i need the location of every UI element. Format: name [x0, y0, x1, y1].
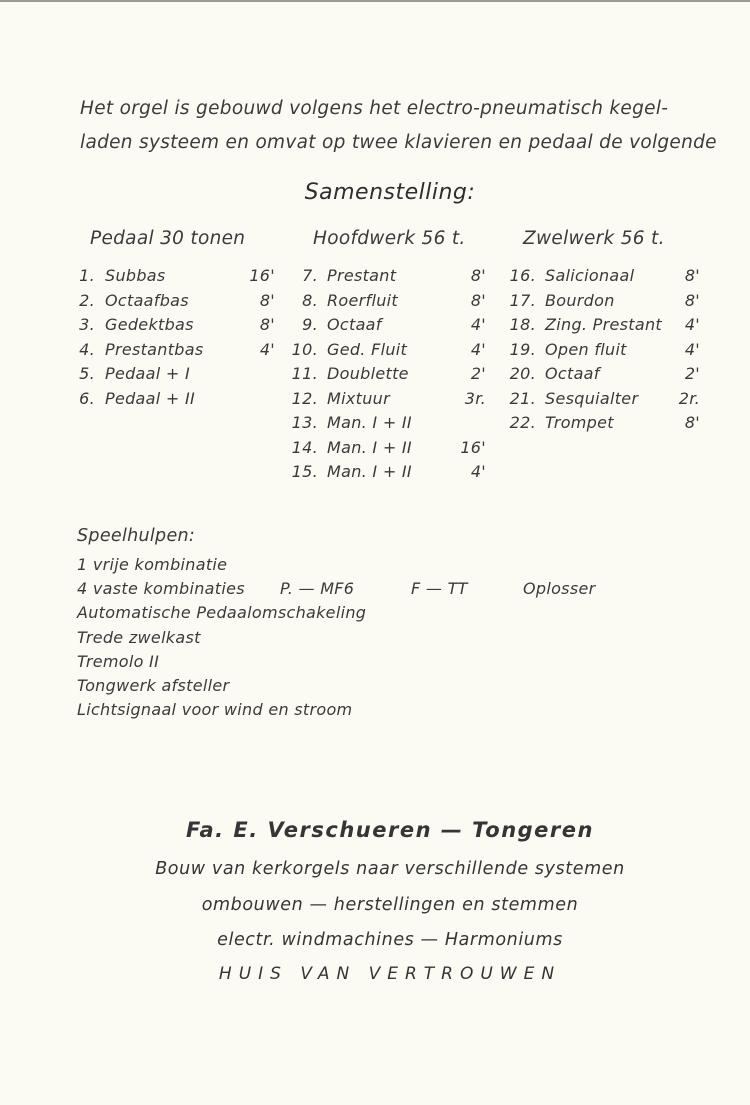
speelhulp-item: Lichtsignaal voor wind en stroom [77, 700, 353, 720]
speelhulpen-section [77, 526, 596, 724]
stop-name: Doublette [327, 364, 409, 383]
firm-tagline-2: ombouwen — herstellingen en stemmen [201, 895, 579, 915]
stop-row [500, 413, 700, 438]
stop-pitch: 3r. [464, 388, 486, 408]
stop-row [280, 315, 486, 340]
stop-row [60, 291, 275, 316]
stop-name: Octaafbas [105, 290, 189, 310]
stop-name: Octaaf [545, 364, 600, 383]
stop-name: Man. I + II [327, 413, 412, 432]
stop-name: Pedaal + II [105, 388, 196, 408]
stop-name: Subbas [105, 266, 166, 285]
stop-number: 20. [509, 364, 536, 383]
stop-list-zwelwerk [500, 266, 700, 438]
stop-row [500, 266, 700, 291]
column-header-hoofdwerk: Hoofdwerk 56 t. [313, 228, 466, 249]
stop-name: Mixtuur [327, 388, 390, 408]
stop-pitch: 4' [684, 315, 700, 334]
speelhulp-item: Tremolo II [77, 651, 160, 671]
stop-row [500, 315, 700, 340]
speelhulp-item: 4 vaste kombinaties [77, 579, 245, 599]
stop-number: 3. [79, 315, 95, 334]
stop-row [500, 389, 700, 414]
stop-pitch: 8' [684, 290, 700, 310]
stop-number: 8. [302, 290, 318, 310]
stop-number: 11. [291, 364, 318, 383]
stop-number: 21. [509, 388, 536, 408]
stop-name: Ged. Fluit [327, 339, 408, 359]
combo-f-tt: F — TT [411, 579, 468, 599]
stop-pitch: 8' [259, 290, 275, 310]
stop-name: Octaaf [327, 315, 382, 334]
stop-row [500, 340, 700, 365]
stop-row [60, 340, 275, 365]
stop-pitch: 2' [684, 364, 700, 383]
stop-pitch: 4' [684, 339, 700, 359]
oplosser-label: Oplosser [523, 579, 596, 599]
stop-row [280, 291, 486, 316]
intro-paragraph [80, 92, 720, 160]
stop-number: 13. [291, 413, 318, 432]
combo-p-mf: P. — MF6 [280, 579, 355, 599]
stop-row [280, 340, 486, 365]
intro-line-1: Het orgel is gebouwd volgens het electro-pneumatisch kegel- [80, 98, 669, 119]
stop-number: 18. [509, 315, 536, 334]
stop-name: Prestant [327, 266, 397, 285]
intro-line-2: laden systeem en omvat op twee klavieren en pedaal de volgende [80, 132, 717, 153]
stop-pitch: 8' [470, 266, 486, 285]
stop-number: 9. [302, 315, 318, 334]
column-header-pedaal: Pedaal 30 tonen [90, 228, 246, 249]
firm-motto: HUIS VAN VERTROUWEN [218, 964, 562, 984]
stop-number: 1. [79, 266, 95, 285]
stop-row [280, 438, 486, 463]
stop-number: 7. [302, 266, 318, 285]
stop-name: Salicionaal [545, 266, 635, 285]
stop-row [280, 413, 486, 438]
stop-name: Gedektbas [105, 315, 194, 334]
stop-row [60, 315, 275, 340]
stop-name: Pedaal + I [105, 364, 190, 383]
stop-name: Roerfluit [327, 290, 398, 310]
stop-name: Sesquialter [545, 388, 639, 408]
stop-name: Man. I + II [327, 462, 412, 481]
speelhulp-item: Automatische Pedaalomschakeling [77, 603, 367, 623]
stop-pitch: 16' [460, 437, 486, 457]
speelhulp-item: Tongwerk afsteller [77, 675, 230, 695]
stop-number: 17. [509, 290, 536, 310]
stop-name: Zing. Prestant [545, 315, 662, 334]
speelhulp-item: Trede zwelkast [77, 627, 201, 647]
stop-pitch: 4' [470, 339, 486, 359]
stop-number: 2. [79, 290, 95, 310]
stop-row [280, 266, 486, 291]
stop-name: Trompet [545, 413, 614, 432]
stop-number: 6. [79, 388, 95, 408]
stop-pitch: 2r. [678, 388, 700, 408]
stop-number: 4. [79, 339, 95, 359]
stop-pitch: 8' [259, 315, 275, 334]
stop-number: 19. [509, 339, 536, 359]
stop-pitch: 2' [470, 364, 486, 383]
stop-pitch: 4' [259, 339, 275, 359]
stop-number: 12. [291, 388, 318, 408]
stop-number: 16. [509, 266, 536, 285]
stop-row [60, 266, 275, 291]
stop-number: 5. [79, 364, 95, 383]
stop-number: 10. [291, 339, 318, 359]
firm-name: Fa. E. Verschueren — Tongeren [186, 818, 594, 842]
firm-tagline-3: electr. windmachines — Harmoniums [217, 930, 563, 950]
stop-number: 14. [291, 437, 318, 457]
stop-name: Open fluit [545, 339, 627, 359]
stop-pitch: 8' [684, 413, 700, 432]
speelhulp-item-row [77, 579, 596, 603]
stop-name: Man. I + II [327, 437, 412, 457]
stop-row [60, 364, 275, 389]
stop-pitch: 8' [684, 266, 700, 285]
firm-tagline-1: Bouw van kerkorgels naar verschillende systemen [155, 859, 625, 879]
speelhulpen-title: Speelhulpen: [77, 526, 196, 546]
stop-pitch: 4' [470, 462, 486, 481]
stop-list-pedaal [60, 266, 275, 413]
speelhulp-item: 1 vrije kombinatie [77, 555, 228, 574]
stop-number: 15. [291, 462, 318, 481]
stop-number: 22. [509, 413, 536, 432]
stop-row [280, 389, 486, 414]
stop-pitch: 16' [249, 266, 275, 285]
stop-row [60, 389, 275, 414]
stop-row [280, 462, 486, 487]
stop-row [500, 364, 700, 389]
stop-pitch: 8' [470, 290, 486, 310]
section-heading: Samenstelling: [304, 180, 476, 205]
stop-list-hoofdwerk [280, 266, 486, 487]
stop-row [280, 364, 486, 389]
stop-pitch: 4' [470, 315, 486, 334]
top-edge-rule [0, 0, 750, 2]
stop-row [500, 291, 700, 316]
stop-name: Bourdon [545, 290, 615, 310]
column-header-zwelwerk: Zwelwerk 56 t. [523, 228, 665, 249]
stop-name: Prestantbas [105, 339, 204, 359]
